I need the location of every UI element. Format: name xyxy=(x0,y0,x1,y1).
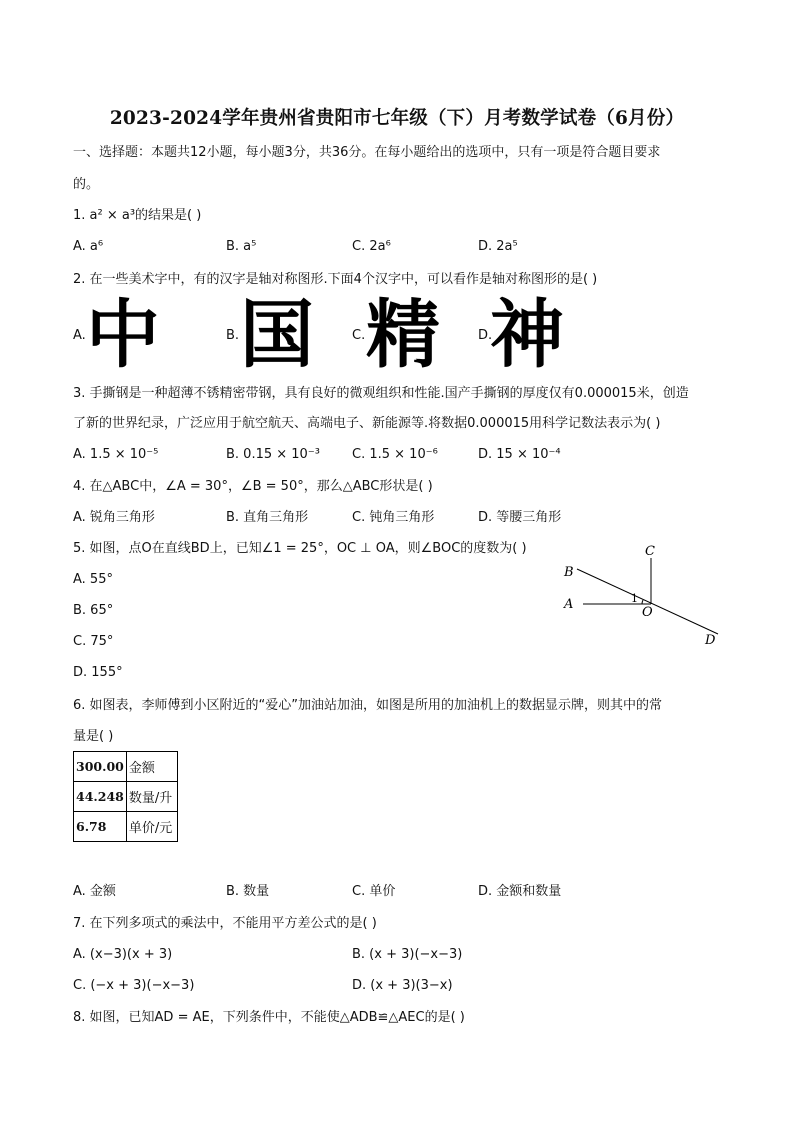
question-4-option-c: C. 钝角三角形 xyxy=(352,510,435,525)
question-2-option-d: D. xyxy=(478,328,493,343)
question-2-char-jing: 精 xyxy=(366,292,440,378)
fuel-pump-table xyxy=(73,751,178,842)
question-8-stem: 8. 如图，已知AD = AE，下列条件中，不能使△ADB≌△AEC的是( ) xyxy=(73,1010,465,1025)
question-6-option-c: C. 单价 xyxy=(352,884,396,899)
label-d: D xyxy=(705,633,716,648)
question-5-option-c: C. 75° xyxy=(73,634,114,649)
table-cell: 300.00 xyxy=(74,752,127,782)
question-3-option-a: A. 1.5 × 10⁻⁵ xyxy=(73,447,159,462)
question-2-option-c: C. xyxy=(352,328,366,343)
question-1-option-d: D. 2a⁵ xyxy=(478,239,518,254)
line-bd xyxy=(577,569,718,634)
question-6-stem-line2: 量是( ) xyxy=(73,729,114,744)
table-row xyxy=(74,752,178,782)
question-1-option-c: C. 2a⁶ xyxy=(352,239,391,254)
question-4-option-b: B. 直角三角形 xyxy=(226,510,309,525)
question-2-stem: 2. 在一些美术字中，有的汉字是轴对称图形.下面4个汉字中，可以看作是轴对称图形的是( ) xyxy=(73,272,598,287)
question-5-option-a: A. 55° xyxy=(73,572,113,587)
question-4-option-d: D. 等腰三角形 xyxy=(478,510,562,525)
angle-1-arc xyxy=(642,600,643,604)
table-cell: 单价/元 xyxy=(126,812,177,842)
label-c: C xyxy=(645,544,655,559)
question-1-stem: 1. a² × a³的结果是( ) xyxy=(73,208,202,223)
label-angle-1: 1 xyxy=(631,592,638,605)
label-a: A xyxy=(564,597,574,612)
table-cell: 44.248 xyxy=(74,782,127,812)
question-7-option-a: A. (x−3)(x + 3) xyxy=(73,947,173,962)
question-6-option-a: A. 金额 xyxy=(73,884,116,899)
question-2-char-shen: 神 xyxy=(490,292,564,378)
question-4-stem: 4. 在△ABC中，∠A = 30°，∠B = 50°，那么△ABC形状是( ) xyxy=(73,479,433,494)
question-2-option-a: A. xyxy=(73,328,86,343)
question-5-option-b: B. 65° xyxy=(73,603,114,618)
label-b: B xyxy=(564,565,574,580)
question-5-stem: 5. 如图，点O在直线BD上，已知∠1 = 25°，OC ⊥ OA，则∠BOC的度数为( ) xyxy=(73,541,527,556)
question-3-stem-line1: 3. 手撕钢是一种超薄不锈精密带钢，具有良好的微观组织和性能.国产手撕钢的厚度仅有0.000015米，创造 xyxy=(73,386,689,401)
question-6-stem-line1: 6. 如图表，李师傅到小区附近的“爱心”加油站加油，如图是所用的加油机上的数据显示牌，则其中的常 xyxy=(73,698,663,713)
question-7-option-c: C. (−x + 3)(−x−3) xyxy=(73,978,195,993)
question-7-stem: 7. 在下列多项式的乘法中，不能用平方差公式的是( ) xyxy=(73,916,377,931)
section-instructions-line2: 的。 xyxy=(73,177,100,192)
question-2-char-zhong: 中 xyxy=(86,292,160,378)
question-3-stem-line2: 了新的世界纪录，广泛应用于航空航天、高端电子、新能源等.将数据0.000015用科学记数法表示为( ) xyxy=(73,416,661,431)
question-2-char-guo: 国 xyxy=(240,292,314,378)
angle-figure xyxy=(555,538,730,653)
question-3-option-c: C. 1.5 × 10⁻⁶ xyxy=(352,447,438,462)
question-7-option-b: B. (x + 3)(−x−3) xyxy=(352,947,463,962)
question-2-option-b: B. xyxy=(226,328,240,343)
paper-title: 2023-2024学年贵州省贵阳市七年级（下）月考数学试卷（6月份） xyxy=(109,108,685,129)
question-1-option-a: A. a⁶ xyxy=(73,239,104,254)
table-cell: 6.78 xyxy=(74,812,127,842)
label-o: O xyxy=(642,605,653,620)
section-instructions-line1: 一、选择题：本题共12小题，每小题3分，共36分。在每小题给出的选项中，只有一项是符合题目要求 xyxy=(73,145,661,160)
question-7-option-d: D. (x + 3)(3−x) xyxy=(352,978,453,993)
question-4-option-a: A. 锐角三角形 xyxy=(73,510,155,525)
question-6-option-d: D. 金额和数量 xyxy=(478,884,562,899)
table-row xyxy=(74,782,178,812)
question-3-option-b: B. 0.15 × 10⁻³ xyxy=(226,447,320,462)
table-cell: 数量/升 xyxy=(126,782,177,812)
table-row xyxy=(74,812,178,842)
question-6-option-b: B. 数量 xyxy=(226,884,270,899)
question-3-option-d: D. 15 × 10⁻⁴ xyxy=(478,447,561,462)
question-5-option-d: D. 155° xyxy=(73,665,123,680)
question-1-option-b: B. a⁵ xyxy=(226,239,257,254)
table-cell: 金额 xyxy=(126,752,177,782)
